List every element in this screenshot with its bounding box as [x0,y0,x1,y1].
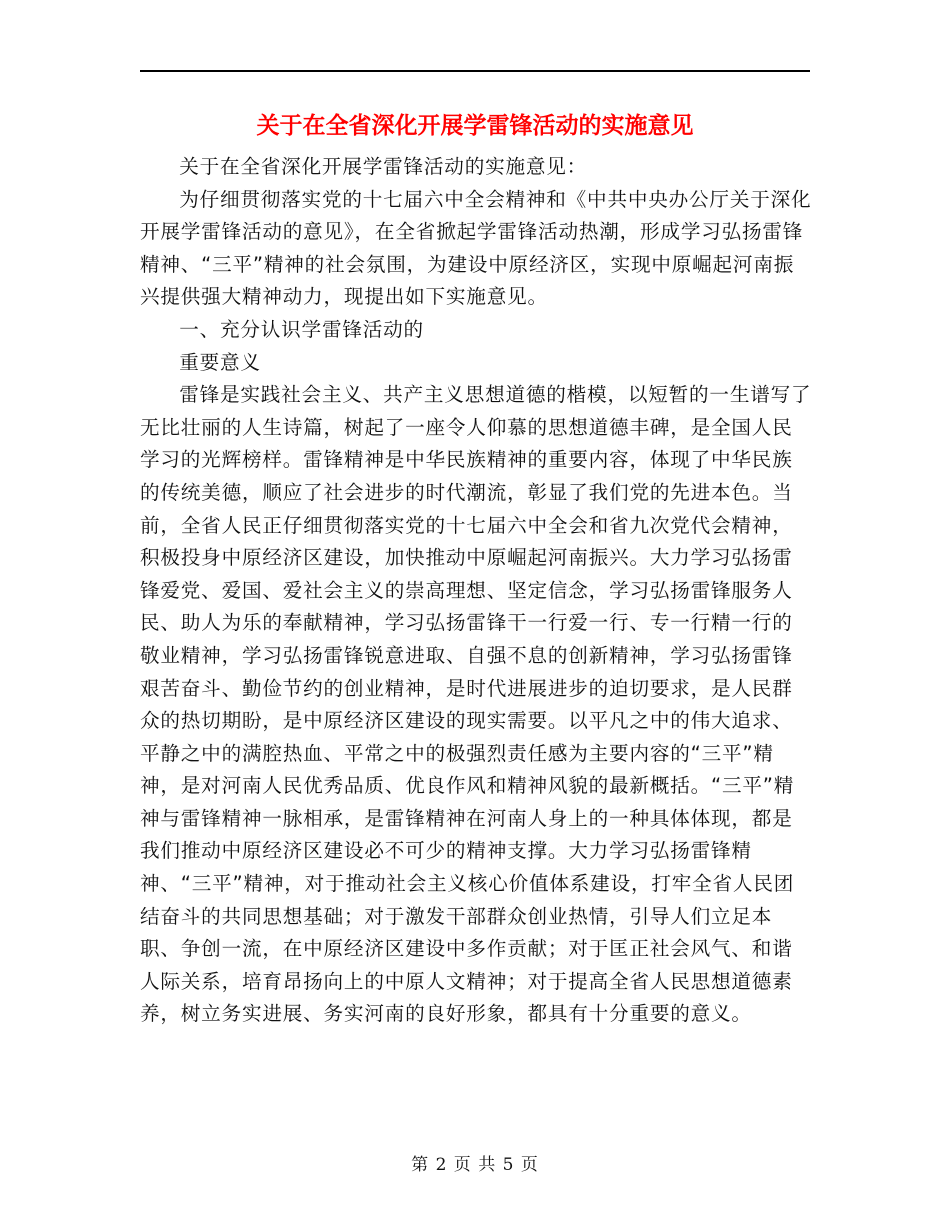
body-paragraph: 雷锋是实践社会主义、共产主义思想道德的楷模，以短暂的一生谱写了无比壮丽的人生诗篇，树起了一座令人仰慕的思想道德丰碑，是全国人民学习的光辉榜样。雷锋精神是中华民族精神的重要内容，体现了中华民族的传统美德，顺应了社会进步的时代潮流，彰显了我们党的先进本色。当前，全省人民正仔细贯彻落实党的十七届六中全会和省九次党代会精神，积极投身中原经济区建设，加快推动中原崛起河南振兴。大力学习弘扬雷锋爱党、爱国、爱社会主义的崇高理想、坚定信念，学习弘扬雷锋服务人民、助人为乐的奉献精神，学习弘扬雷锋干一行爱一行、专一行精一行的敬业精神，学习弘扬雷锋锐意进取、自强不息的创新精神，学习弘扬雷锋艰苦奋斗、勤俭节约的创业精神，是时代进展进步的迫切要求，是人民群众的热切期盼，是中原经济区建设的现实需要。以平凡之中的伟大追求、平静之中的满腔热血、平常之中的极强烈责任感为主要内容的“三平”精神，是对河南人民优秀品质、优良作风和精神风貌的最新概括。“三平”精神与雷锋精神一脉相承，是雷锋精神在河南人身上的一种具体体现，都是我们推动中原经济区建设必不可少的精神支撑。大力学习弘扬雷锋精神、“三平”精神，对于推动社会主义核心价值体系建设，打牢全省人民团结奋斗的共同思想基础；对于激发干部群众创业热情，引导人们立足本职、争创一流，在中原经济区建设中多作贡献；对于匡正社会风气、和谐人际关系，培育昂扬向上的中原人文精神；对于提高全省人民思想道德素养，树立务实进展、务实河南的良好形象，都具有十分重要的意义。 [140,383,812,1026]
section-heading-line-2: 重要意义 [179,350,261,374]
page-number-footer: 第 2 页 共 5 页 [411,1155,539,1175]
section-heading-line-1: 一、充分认识学雷锋活动的 [179,317,424,341]
document-title: 关于在全省深化开展学雷锋活动的实施意见 [256,112,694,139]
header-rule [140,70,810,72]
intro-paragraph: 为仔细贯彻落实党的十七届六中全会精神和《中共中央办公厅关于深化开展学雷锋活动的意见》，在全省掀起学雷锋活动热潮，形成学习弘扬雷锋精神、“三平”精神的社会氛围，为建设中原经济区，实现中原崛起河南振兴提供强大精神动力，现提出如下实施意见。 [140,187,812,309]
salutation-paragraph: 关于在全省深化开展学雷锋活动的实施意见： [179,155,588,178]
document-body [140,151,812,1031]
